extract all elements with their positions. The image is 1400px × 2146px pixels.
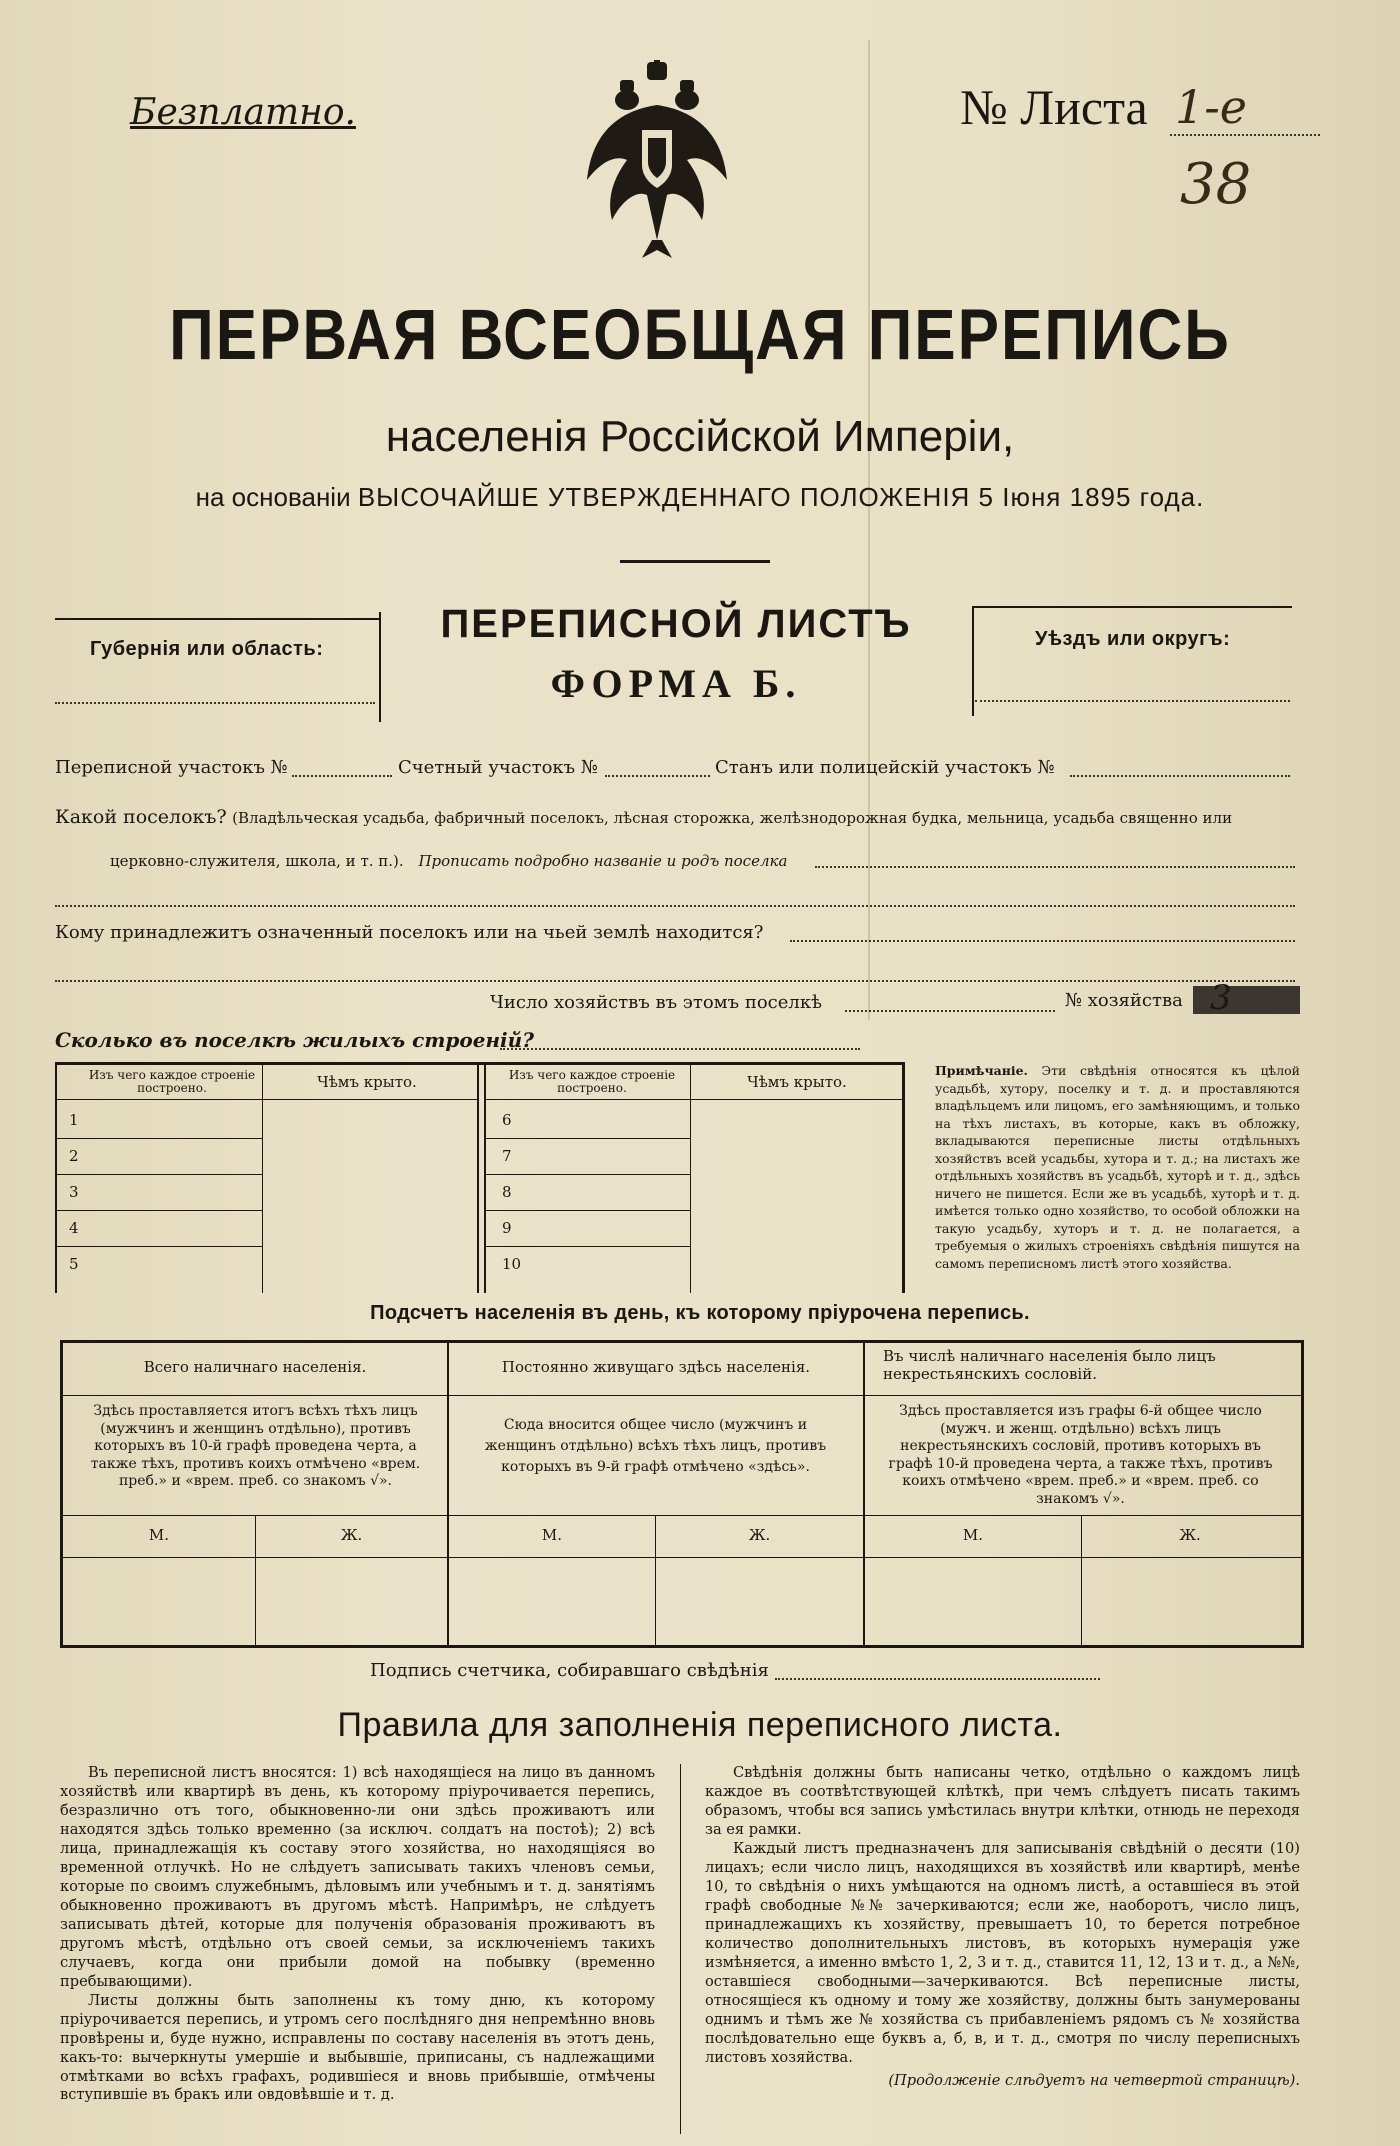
- count-sub-line: [63, 1557, 1301, 1558]
- fold-line: [868, 40, 870, 1020]
- census-district-field[interactable]: [292, 775, 392, 777]
- sheet-number-label: № Листа: [960, 79, 1148, 135]
- household-no-label: № хозяйства: [1065, 990, 1183, 1011]
- district-label: Уѣздъ или округъ:: [1035, 628, 1231, 650]
- row-line: [57, 1210, 262, 1211]
- basis-prefix: на основаніи: [195, 482, 351, 512]
- form-band-div-right: [972, 606, 974, 716]
- settlement-question: [55, 806, 1300, 828]
- count-text-line: [63, 1515, 1301, 1516]
- col3-female-input[interactable]: [1085, 1563, 1295, 1639]
- rules-left-p1: Въ переписной листъ вносятся: 1) всѣ находящіеся на лицо въ данномъ хозяйствѣ или квартирѣ въ день, къ которому пріурочивается перепись, безразлично отъ того, обыкновенно-ли они здѣсь проживаютъ или находятся здѣсь только временно (за исключ. солдатъ на постоѣ); 2) всѣ лица, принадлежащія къ составу этого хозяйства, но находящіяся во временной отлучкѣ. Но не слѣдуетъ записывать такихъ членовъ семьи, которые по своимъ служебнымъ, дѣловымъ или учебнымъ и т. д. занятіямъ обыкновенно проживаютъ въ другомъ мѣстѣ. Напримѣръ, не слѣдуетъ записывать дѣтей, которые для полученія образованія проживаютъ въ другомъ мѣстѣ, отдѣльно отъ своей семьи, за исключеніемъ такихъ случаевъ, когда они прибыли домой на побывку (временно пребывающими).: [60, 1764, 655, 1990]
- settlement-field-1[interactable]: [815, 866, 1295, 868]
- right-col-roof-header: Чѣмъ крыто.: [747, 1073, 847, 1091]
- sheet-number-line: [1170, 134, 1320, 136]
- form-band-top-left: [55, 618, 379, 620]
- count-vline-1: [447, 1343, 449, 1645]
- col3-male: М.: [962, 1526, 984, 1544]
- police-district-field[interactable]: [1070, 775, 1290, 777]
- sheet-number-handwritten[interactable]: 1-е: [1175, 80, 1248, 134]
- owner-field-1[interactable]: [790, 940, 1295, 942]
- col3-female: Ж.: [1179, 1526, 1201, 1544]
- col1-female-input[interactable]: [259, 1563, 443, 1639]
- col1-text: Здѣсь проставляется итогъ всѣхъ тѣхъ лицъ (мужчинъ и женщинъ отдѣльно), противъ которыхъ въ 10-й графѣ проведена черта, а также тѣхъ, противъ коихъ отмѣчено «врем. преб.» и «врем. преб. со знакомъ √».: [90, 1403, 421, 1489]
- form-band-top-right: [972, 606, 1292, 608]
- page-number-handwritten: 38: [1180, 152, 1252, 217]
- owner-field-2[interactable]: [55, 980, 1295, 982]
- page-title: ПЕРВАЯ ВСЕОБЩАЯ ПЕРЕПИСЬ: [169, 295, 1231, 376]
- table-row-number: 1: [69, 1111, 79, 1129]
- buildings-question: Сколько въ поселкѣ жилыхъ строеній?: [55, 1028, 534, 1052]
- province-field[interactable]: [55, 702, 375, 704]
- table-row-number: 9: [502, 1219, 512, 1237]
- signature-label: Подпись счетчика, собиравшаго свѣдѣнія: [370, 1660, 769, 1681]
- row-line: [486, 1246, 690, 1247]
- settlement-instruction: Прописать подробно названіе и родъ поселка: [418, 852, 788, 870]
- col1-male: М.: [148, 1526, 170, 1544]
- table-row-number: 10: [502, 1255, 522, 1273]
- row-line: [57, 1246, 262, 1247]
- col2-male: М.: [541, 1526, 563, 1544]
- province-label: Губернія или область:: [90, 638, 324, 660]
- col1-male-input[interactable]: [67, 1563, 251, 1639]
- settlement-question-label: Какой поселокъ?: [55, 806, 227, 828]
- note-text: Эти свѣдѣнія относятся къ цѣлой усадьбѣ, хутору, поселку и т. д. и проставляются владѣльцемъ или лицомъ, его замѣняющимъ, и только на тѣхъ листахъ, въ которые, какъ въ обложку, вкладываются переписные листы отдѣльныхъ хозяйствъ всей усадьбы, хутора и т. д.; на листахъ же отдѣльныхъ хозяйствъ въ усадьбѣ, хуторѣ и т. д., здѣсь ничего не пишется. Если же въ усадьбѣ, хуторѣ и т. д. имѣется только одно хозяйство, то особой обложки на такую усадьбу, хуторъ и т. д. не полагается, а требуемыя о жилыхъ строеніяхъ свѣдѣнія пишутся на самомъ переписномъ листѣ этого хозяйства.: [935, 1063, 1300, 1271]
- col3-text: Здѣсь проставляется изъ графы 6-й общее число (мужч. и женщ. отдѣльно) всѣхъ лицъ некрестьянскихъ сословій, противъ которыхъ въ графѣ 10-й проведена черта, а также тѣхъ, противъ коихъ отмѣчено «врем. преб.» и «врем. преб. со знакомъ √».: [888, 1403, 1273, 1507]
- count-vline-2: [863, 1343, 865, 1645]
- note-label: Примѣчаніе.: [935, 1063, 1028, 1078]
- basis-main: ВЫСОЧАЙШЕ УТВЕРЖДЕННАГО ПОЛОЖЕНІЯ 5 Іюня 1895 года.: [357, 482, 1205, 512]
- rules-left-column: [60, 1764, 655, 2105]
- table-row-number: 3: [69, 1183, 79, 1201]
- row-line: [486, 1174, 690, 1175]
- table-row-number: 7: [502, 1147, 512, 1165]
- table-row-number: 6: [502, 1111, 512, 1129]
- form-name: ФОРМА Б.: [550, 661, 802, 706]
- rules-column-divider: [680, 1764, 681, 2134]
- rules-left-p2: Листы должны быть заполнены къ тому дню, къ которому пріурочивается перепись, и утромъ сего послѣдняго дня непремѣнно вновь провѣрены и, буде нужно, исправлены по составу населенія въ этотъ день, какъ-то: вычеркнуты умершіе и выбывшіе, приписаны, съ надлежащими отмѣтками во всѣхъ графахъ, родившіеся и вновь прибывшіе, отмѣчены вступившіе въ бракъ или овдовѣвшіе и т. д.: [60, 1991, 655, 2104]
- coat-of-arms-icon: [582, 60, 732, 260]
- census-district-label: Переписной участокъ №: [55, 757, 288, 778]
- free-label: Безплатно.: [130, 92, 356, 133]
- counting-district-label: Счетный участокъ №: [398, 757, 598, 778]
- count-head-line: [63, 1395, 1301, 1396]
- note: [935, 1062, 1300, 1272]
- settlement-hint: (Владѣльческая усадьба, фабричный поселокъ, лѣсная сторожка, желѣзнодорожная будка, мельница, усадьба священно или: [232, 809, 1233, 827]
- table-row-number: 2: [69, 1147, 79, 1165]
- col2-title: Постоянно живущаго здѣсь населенія.: [501, 1358, 811, 1376]
- police-district-label: Станъ или полицейскій участокъ №: [715, 757, 1055, 778]
- form-title: ПЕРЕПИСНОЙ ЛИСТЪ: [440, 602, 912, 646]
- header-line-left: [57, 1099, 477, 1100]
- page-subtitle: населенія Россійской Имперіи,: [385, 412, 1015, 461]
- buildings-table: [55, 1062, 905, 1293]
- owner-question: Кому принадлежитъ означенный поселокъ или на чьей землѣ находится?: [55, 922, 764, 943]
- col2-female: Ж.: [748, 1526, 771, 1544]
- households-count-field[interactable]: [845, 1010, 1055, 1012]
- household-no-value[interactable]: 3: [1210, 978, 1232, 1018]
- right-col-material-header: Изъ чего каждое строеніе построено.: [508, 1068, 676, 1095]
- settlement-hint-line2: [110, 852, 787, 870]
- left-col-roof-header: Чѣмъ крыто.: [317, 1073, 417, 1091]
- count-table: [60, 1340, 1304, 1648]
- title-divider: [620, 560, 770, 563]
- col1-title: Всего наличнаго населенія.: [143, 1358, 367, 1376]
- signature-field[interactable]: [775, 1678, 1100, 1680]
- count-title: Подсчетъ населенія въ день, къ которому пріурочена перепись.: [370, 1302, 1030, 1324]
- settlement-hint2: церковно-служителя, школа, и т. п.).: [110, 852, 404, 870]
- col2-female-input[interactable]: [659, 1563, 859, 1639]
- rules-right-column: [705, 1764, 1300, 2090]
- buildings-field[interactable]: [500, 1048, 860, 1050]
- settlement-field-2[interactable]: [55, 905, 1295, 907]
- basis-line: [0, 482, 1400, 513]
- table-row-number: 4: [69, 1219, 79, 1237]
- col3-title: Въ числѣ наличнаго населенія было лицъ некрестьянскихъ сословій.: [883, 1347, 1216, 1383]
- row-line: [57, 1138, 262, 1139]
- col3-male-input[interactable]: [869, 1563, 1077, 1639]
- row-line: [486, 1138, 690, 1139]
- header-line-right: [486, 1099, 902, 1100]
- row-line: [486, 1210, 690, 1211]
- col2-text: Сюда вносится общее число (мужчинъ и женщинъ отдѣльно) всѣхъ тѣхъ лицъ, противъ которыхъ въ 9-й графѣ отмѣчено «здѣсь».: [484, 1417, 827, 1475]
- left-col-material-header: Изъ чего каждое строеніе построено.: [88, 1068, 256, 1095]
- district-field[interactable]: [975, 700, 1290, 702]
- rules-title: Правила для заполненія переписного листа.: [337, 1706, 1063, 1744]
- table-row-number: 5: [69, 1255, 79, 1273]
- table-row-number: 8: [502, 1183, 512, 1201]
- row-line: [57, 1174, 262, 1175]
- mid-double-1: [477, 1065, 479, 1293]
- col2-male-input[interactable]: [453, 1563, 651, 1639]
- rules-right-p2: Каждый листъ предназначенъ для записыванія свѣдѣній о десяти (10) лицахъ; если число лицъ, находящихся въ хозяйствѣ или квартирѣ, менѣе 10, то свѣдѣнія о нихъ умѣщаются на одномъ листѣ, а оставшіеся въ этой графѣ свободные №№ зачеркиваются; если же, наоборотъ, число лицъ, принадлежащихъ къ хозяйству, превышаетъ 10, то берется потребное количество дополнительныхъ листовъ, въ которыхъ нумерація уже измѣняется, а именно вмѣсто 1, 2, 3 и т. д., ставится 11, 12, 13 и т. д., а №№, оставшіеся свободными—зачеркиваются. Всѣ переписные листы, относящіеся къ одному и тому же хозяйству, должны быть занумерованы однимъ и тѣмъ же № хозяйства съ прибавленіемъ рядомъ съ № хозяйства послѣдовательно еще буквъ а, б, в, и т. д., смотря по числу переписныхъ листовъ хозяйства.: [705, 1839, 1300, 2066]
- rules-continuation: (Продолженіе слѣдуетъ на четвертой страницѣ).: [888, 2071, 1300, 2089]
- rules-right-p1: Свѣдѣнія должны быть написаны четко, отдѣльно о каждомъ лицѣ каждое въ соотвѣтствующей клѣткѣ, при чемъ слѣдуетъ писать такимъ образомъ, чтобы вся запись умѣстилась внутри клѣтки, отнюдь не переходя за ея рамки.: [705, 1764, 1300, 1838]
- households-count-label: Число хозяйствъ въ этомъ поселкѣ: [490, 992, 822, 1013]
- counting-district-field[interactable]: [605, 775, 710, 777]
- col1-female: Ж.: [340, 1526, 363, 1544]
